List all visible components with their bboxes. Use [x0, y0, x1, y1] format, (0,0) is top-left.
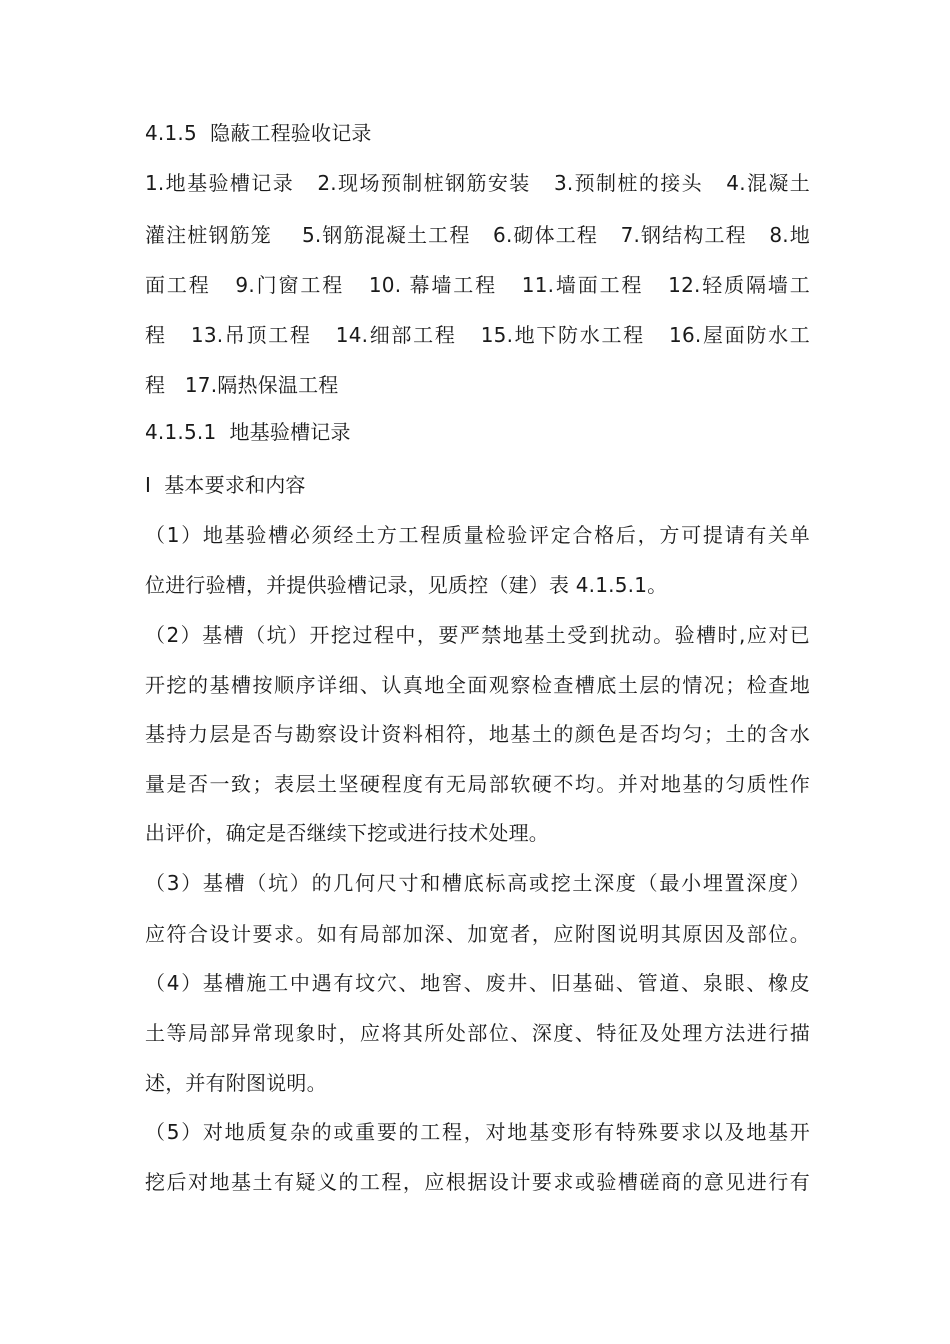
section-title: 4.1.5 隐蔽工程验收记录 [145, 121, 372, 145]
body-line: （2）基槽（坑）开挖过程中，要严禁地基土受到扰动。验槽时,应对已 [145, 623, 810, 647]
body-line: 基持力层是否与勘察设计资料相符，地基土的颜色是否均匀；土的含水 [145, 722, 810, 746]
body-line: （4）基槽施工中遇有坟穴、地窖、废井、旧基础、管道、泉眼、橡皮 [145, 971, 810, 995]
body-line: 位进行验槽，并提供验槽记录，见质控（建）表 4.1.5.1。 [145, 573, 668, 597]
intro-line: 灌注桩钢筋笼 5.钢筋混凝土工程 6.砌体工程 7.钢结构工程 8.地 [145, 223, 810, 247]
body-line: 土等局部异常现象时，应将其所处部位、深度、特征及处理方法进行描 [145, 1021, 810, 1045]
part-heading: Ⅰ 基本要求和内容 [145, 473, 306, 497]
body-line: 出评价，确定是否继续下挖或进行技术处理。 [145, 821, 549, 845]
body-line: （3）基槽（坑）的几何尺寸和槽底标高或挖土深度（最小埋置深度） [145, 871, 810, 895]
body-line: （1）地基验槽必须经土方工程质量检验评定合格后，方可提请有关单 [145, 523, 810, 547]
intro-line: 面工程 9.门窗工程 10. 幕墙工程 11.墙面工程 12.轻质隔墙工 [145, 273, 810, 297]
body-line: 述，并有附图说明。 [145, 1071, 327, 1095]
body-line: （5）对地质复杂的或重要的工程，对地基变形有特殊要求以及地基开 [145, 1120, 810, 1144]
subsection-title: 4.1.5.1 地基验槽记录 [145, 420, 351, 444]
intro-line: 程 17.隔热保温工程 [145, 373, 339, 397]
intro-line: 程 13.吊顶工程 14.细部工程 15.地下防水工程 16.屋面防水工 [145, 323, 810, 347]
body-line: 挖后对地基土有疑义的工程，应根据设计要求或验槽磋商的意见进行有 [145, 1170, 810, 1194]
body-line: 量是否一致；表层土坚硬程度有无局部软硬不均。并对地基的匀质性作 [145, 772, 810, 796]
body-line: 应符合设计要求。如有局部加深、加宽者，应附图说明其原因及部位。 [145, 922, 810, 946]
intro-line: 1.地基验槽记录 2.现场预制桩钢筋安装 3.预制桩的接头 4.混凝土 [145, 171, 810, 195]
body-line: 开挖的基槽按顺序详细、认真地全面观察检查槽底土层的情况；检查地 [145, 673, 810, 697]
